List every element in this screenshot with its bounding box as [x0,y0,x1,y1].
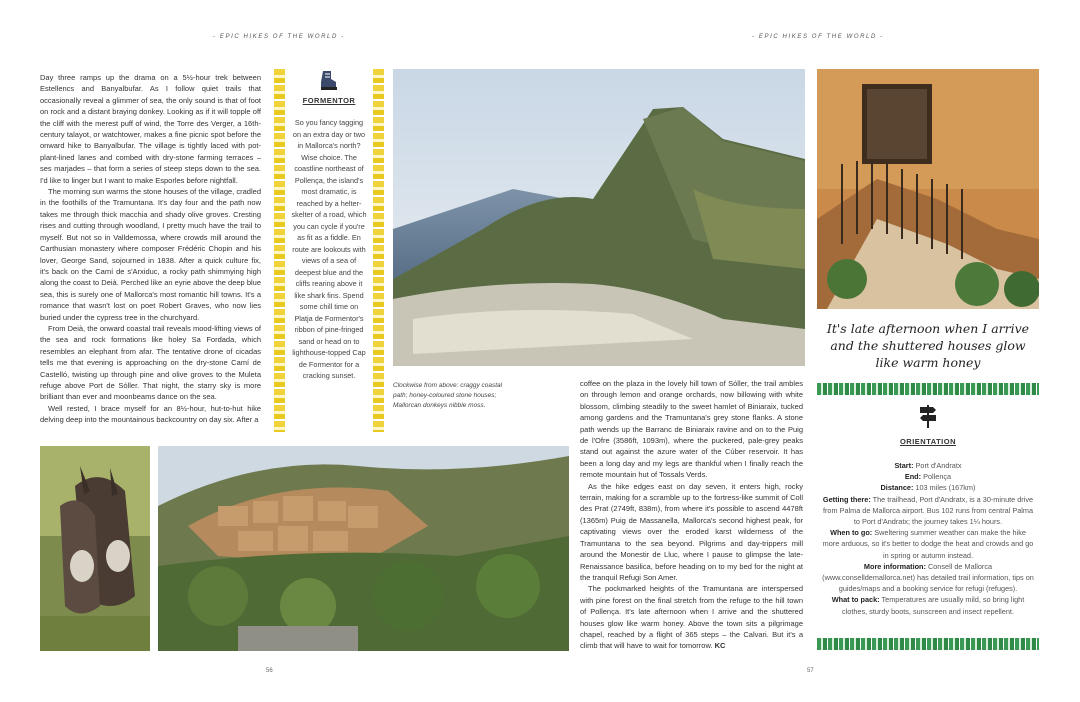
hiking-boot-icon [319,69,339,91]
distance-value: 103 miles (167km) [915,483,976,493]
paragraph: coffee on the plaza in the lovely hill town of Sóller, the trail ambles on through lemon and orange orchards, now billowing with white blossom, climbing steadily to the sweet hamlet of Biniaraix, tucked among gardens and the Tramuntana's grey stone flanks. A stone path wends up the Barranc de Biniaraix ravine and on to the Puig de l'Ofre (3586ft, 1093m), where the puckered, pale-grey peaks stand out against the azure water of the Cúber reservoir. It has been a long day and my legs are thankful when I finally reach the remote mountain hut of Tossals Verds. [580,379,803,480]
sidebar-title: FORMENTOR [302,96,356,105]
paragraph: As the hike edges east on day seven, it enters high, rocky terrain, making for a scramble up to the fortress-like summit of Coll des Prat (2749ft, 838m), from where it's possible to ascend 4478ft (1365m) Puig de Massanella, Mallorca's second highest peak, for captivating views over the eroded karst wilderness of the Tramuntana to the sea beyond. Pilgrims and day-trippers mill around the Monestir de Lluc, where I pause to glimpse the late-Renaissance basilica, before heading on to my bed for the night at the tranquil Refugi Son Amer. [580,481,803,582]
page-number-right: 57 [807,668,814,674]
end-value: Pollença [923,472,952,482]
what-to-pack-label: What to pack [831,595,878,605]
byline: KC [714,641,726,651]
what-to-pack-value: Temperatures are usually mild, so bring light clothes, sturdy boots, sunscreen and insect repellent. [842,595,1025,616]
photo-caption: Clockwise from above: craggy coastal path; honey-coloured stone houses; Mallorcan donkeys nibble moss. [393,382,503,409]
running-header-left: - EPIC HIKES OF THE WORLD - [213,34,345,40]
orientation-title: ORIENTATION [899,437,957,446]
end-label: End [904,472,919,482]
more-information-label: More information [863,561,924,571]
signpost-icon [917,403,939,429]
pull-quote: It's late afternoon when I arrive and the shuttered houses glow like warm honey [826,321,1030,370]
paragraph: The morning sun warms the stone houses of the village, cradled in the foothills of the Tramuntana. It's day four and the path now takes me through thick macchia and shady olive groves. Cresting rises and cutting through woodland, I pretty much have the trail to myself. But not so in Valldemossa, where crowds mill around the Carthusian monastery where composer Frédéric Chopin and his lover, George Sand, sojourned in 1838. After a quick culture fix, it's back on the Camí de s'Arxiduc, a rocky path shimmying high along the coast to Deià. Perched like an eyrie above the deep blue sea, this is surely one of Mallorca's most romantic hill towns. It's a romance that wasn't lost on poet Robert Graves, who now lies buried under the cypress tree in the churchyard. [40,187,261,322]
decorative-border-right [373,69,384,432]
getting-there-label: Getting there [822,494,869,504]
hill-town-photo [158,446,569,651]
decorative-band-top [817,383,1039,395]
decorative-border-left [274,69,285,432]
running-header-right: - EPIC HIKES OF THE WORLD - [752,34,884,40]
paragraph-text: The pockmarked heights of the Tramuntana are interspersed with pine forest on the final stretch from the refuge to the hill town of Pollença. It's late afternoon when I arrive and the shuttered houses glow like warm honey. Above the town sits a pilgrimage chapel, reached by a flight of 365 steps – the Calvari. But it's a climb that will have to wait for tomorrow. [580,584,803,651]
when-to-go-label: When to go [830,528,870,538]
more-information-value: Consell de Mallorca (www.conselldemallorca.net) has detailed trail information, tips on guides/maps and a booking service for refugi (refuges). [822,561,1034,594]
start-value: Port d'Andratx [915,461,962,470]
middle-body-column [580,378,803,652]
coastal-path-photo [393,69,805,366]
sidebar-text: So you fancy tagging on an extra day or two in Mallorca's north? Wise choice. The coastline northeast of Pollença, the island's most dramatic, is reached by a helter-skelter of a road, which you can cycle if you're as fit as a fiddle. En route are lookouts with views of a sea of deepest blue and the cliffs rearing above it like shark fins. Spend some chill time on Platja de Formentor's ribbon of pine-fringed sand or head on to lighthouse-topped Cap de Formentor for a cracking sunset. [291,118,367,380]
paragraph: From Deià, the onward coastal trail reveals mood-lifting views of the sea and rock formations like holey Sa Fordada, which resembles an elephant from afar. The tentative drone of cicadas tells me that evening is approaching on the dry-stone Camí de Castelló, twisting up through pine and olive groves to the Muleta refuge above Port de Sóller. That night, the starry sky is more brilliant than ever and moonbeams dance on the sea. [40,323,261,402]
paragraph: Well rested, I brace myself for an 8½-hour, hut-to-hut hike delving deep into the mountainous backcountry on day six. After a [40,403,261,425]
start-label: Start [894,461,912,470]
paragraph: Day three ramps up the drama on a 5½-hour trek between Estellencs and Banyalbufar. As I follow quiet trails that occasionally reveal a glimmer of sea, the only sound is that of foot on rock and a distant braying donkey. Looking as if it will topple off the cliff with the merest puff of wind, the Torre des Verger, a 16th-century talayot, or watchtower, makes a fine picnic spot before the onward hike to Banyalbufar. The village is tightly laced with pot-plant-lined lanes and combed with dry-stone farming terraces – ses marjades – that form a series of steep steps down to the sea. I'd like to linger but I want to make Esporles before nightfall. [40,73,261,185]
left-body-column [40,72,261,426]
donkeys-photo [40,446,150,651]
when-to-go-value: Sweltering summer weather can make the hike more arduous, so it's better to dodge the heat and crowds and go in spring or autumn instead. [822,528,1034,560]
stone-houses-photo [817,69,1039,309]
paragraph [580,583,803,651]
page-number-left: 56 [266,668,273,674]
orientation-box: Start: Port d'Andratx End: Pollença Distance: 103 miles (167km) Getting there: The trailhead, Port d'Andratx, is a 30-minute drive from Palma de Mallorca airport. Bus 102 runs from central Palma to Port d'Andratx; the journey takes 1¼ hours. When to go: Sweltering summer weather can make the hike more arduous, so it's better to dodge the heat and crowds and go in spring or autumn instead. More information: Consell de Mallorca (www.conselldemallorca.net) has detailed trail information, tips on guides/maps and a booking service for refugi (refuges). What to pack: Temperatures are usually mild, so bring light clothes, sturdy boots, sunscreen and insect repellent. [822,461,1034,616]
formentor-sidebar [274,69,384,432]
distance-label: Distance [880,483,911,493]
decorative-band-bottom [817,638,1039,650]
getting-there-value: The trailhead, Port d'Andratx, is a 30-minute drive from Palma de Mallorca airport. Bus 102 runs from central Palma to Port d'Andratx; the journey takes 1¼ hours. [822,494,1034,527]
